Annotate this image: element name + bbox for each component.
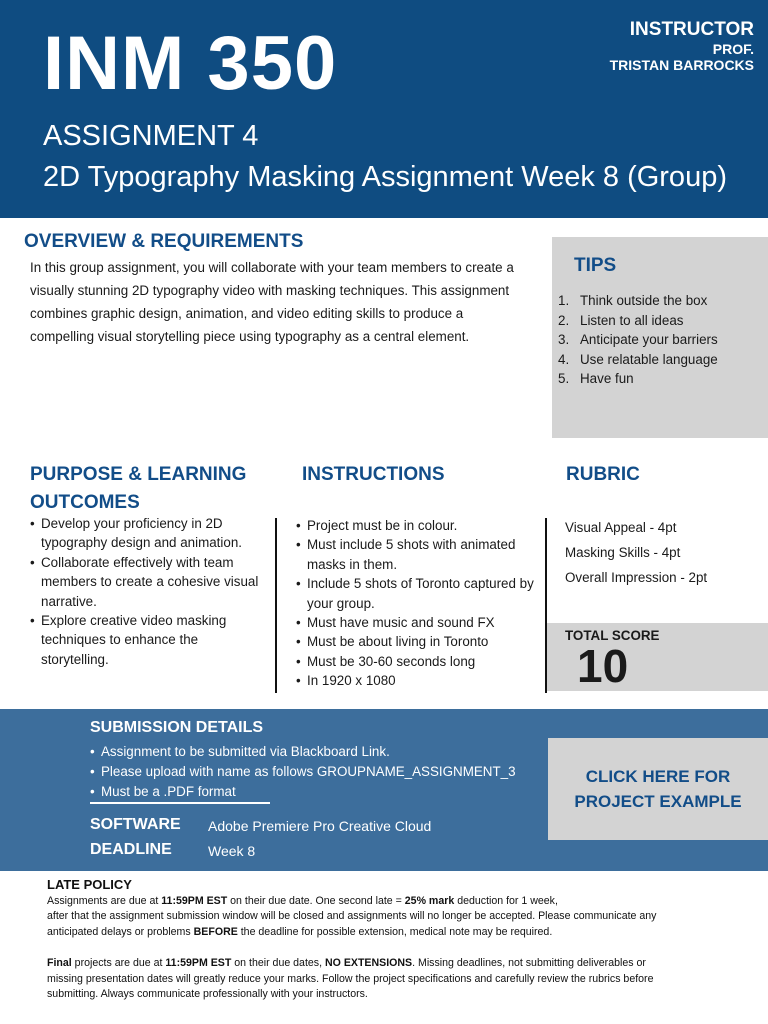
- rubric-item: Masking Skills - 4pt: [565, 545, 681, 560]
- overview-heading: OVERVIEW & REQUIREMENTS: [24, 231, 304, 252]
- tips-heading: TIPS: [574, 255, 617, 276]
- final-policy-paragraph: Final projects are due at 11:59PM EST on their due dates, NO EXTENSIONS. Missing deadlines, not submitting deliverables or missing presentation dates will greatly reduce your marks. Follow the project specifications and carefully review the rubrics before submitting. Always communicate professionally with your instructors.: [47, 956, 654, 1001]
- assignment-number: ASSIGNMENT 4: [43, 120, 259, 152]
- submission-band: [0, 709, 768, 871]
- instruction-item: • Must be 30-60 seconds long: [296, 652, 546, 671]
- late-policy-heading: LATE POLICY: [47, 877, 132, 892]
- instructions-heading: INSTRUCTIONS: [302, 464, 445, 485]
- rubric-list: [565, 515, 707, 590]
- instruction-item: • Include 5 shots of Toronto captured by your group.: [296, 574, 546, 613]
- tip-item: 4. Use relatable language: [558, 351, 718, 367]
- submission-item: • Assignment to be submitted via Blackboard Link.: [90, 742, 516, 762]
- overview-line: combines graphic design, animation, and video editing skills to produce a: [30, 306, 464, 321]
- submission-item: • Must be a .PDF format: [90, 782, 516, 802]
- instruction-item: • Must include 5 shots with animated masks in them.: [296, 535, 546, 574]
- submission-item: • Please upload with name as follows GROUPNAME_ASSIGNMENT_3: [90, 762, 516, 782]
- rubric-item: Visual Appeal - 4pt: [565, 520, 677, 535]
- rubric-heading: RUBRIC: [566, 464, 640, 485]
- project-example-line: CLICK HERE FOR: [585, 767, 731, 786]
- late-policy-paragraph: Assignments are due at 11:59PM EST on their due date. One second late = 25% mark deduction for 1 week, after that the assignment submission window will be closed and assignments will no longer be accepted. Please communicate any anticipated delays or problems BEFORE the deadline for possible extension, medical note may be required.: [47, 894, 657, 938]
- instructor-block: [610, 19, 754, 73]
- deadline-value: Week 8: [208, 843, 256, 859]
- tip-item: 3. Anticipate your barriers: [558, 332, 718, 347]
- overview-text: [30, 256, 545, 348]
- submission-list: [90, 742, 516, 802]
- purpose-heading: [30, 461, 246, 517]
- purpose-list: [30, 514, 275, 669]
- submission-heading: SUBMISSION DETAILS: [90, 719, 264, 736]
- instructor-name: TRISTAN BARROCKS: [609, 56, 754, 73]
- purpose-heading-line: PURPOSE & LEARNING: [30, 464, 247, 485]
- instruction-item: • In 1920 x 1080: [296, 671, 546, 690]
- tip-item: 5. Have fun: [558, 371, 634, 386]
- purpose-item: • Collaborate effectively with team members to create a cohesive visual narrative.: [30, 553, 275, 611]
- assignment-title: 2D Typography Masking Assignment Week 8 (Group): [43, 161, 727, 193]
- overview-line: visually stunning 2D typography video with masking techniques. This assignment: [30, 283, 510, 298]
- deadline-label: DEADLINE: [90, 841, 172, 858]
- tips-panel: [552, 237, 768, 438]
- instructions-list: [296, 516, 546, 691]
- purpose-heading-line: OUTCOMES: [30, 492, 140, 513]
- tip-item: 2. Listen to all ideas: [558, 312, 684, 328]
- total-score-value: 10: [577, 640, 629, 692]
- tip-item: 1. Think outside the box: [558, 293, 708, 308]
- project-example-link[interactable]: [548, 738, 768, 840]
- software-label: SOFTWARE: [90, 816, 181, 833]
- instruction-item: • Must have music and sound FX: [296, 613, 546, 632]
- total-score-label: TOTAL SCORE: [565, 628, 660, 643]
- course-code: INM 350: [43, 21, 338, 106]
- divider-line: [275, 518, 277, 693]
- rubric-item: Overall Impression - 2pt: [565, 570, 708, 585]
- overview-line: compelling visual storytelling piece using typography as a central element.: [30, 329, 470, 344]
- submission-divider: [90, 802, 270, 804]
- total-score-box: [547, 623, 768, 691]
- software-value: Adobe Premiere Pro Creative Cloud: [208, 818, 432, 834]
- late-policy: [47, 877, 727, 1018]
- instructor-label: INSTRUCTOR: [629, 19, 754, 40]
- tips-list: [558, 291, 718, 389]
- instructor-title: PROF.: [712, 40, 754, 57]
- instruction-item: • Must be about living in Toronto: [296, 632, 546, 651]
- purpose-item: • Explore creative video masking techniques to enhance the storytelling.: [30, 611, 275, 669]
- purpose-item: • Develop your proficiency in 2D typography design and animation.: [30, 514, 275, 553]
- overview-line: In this group assignment, you will collaborate with your team members to create a: [30, 260, 514, 275]
- instruction-item: • Project must be in colour.: [296, 516, 546, 535]
- header-banner: [0, 0, 768, 218]
- project-example-line: PROJECT EXAMPLE: [574, 792, 742, 811]
